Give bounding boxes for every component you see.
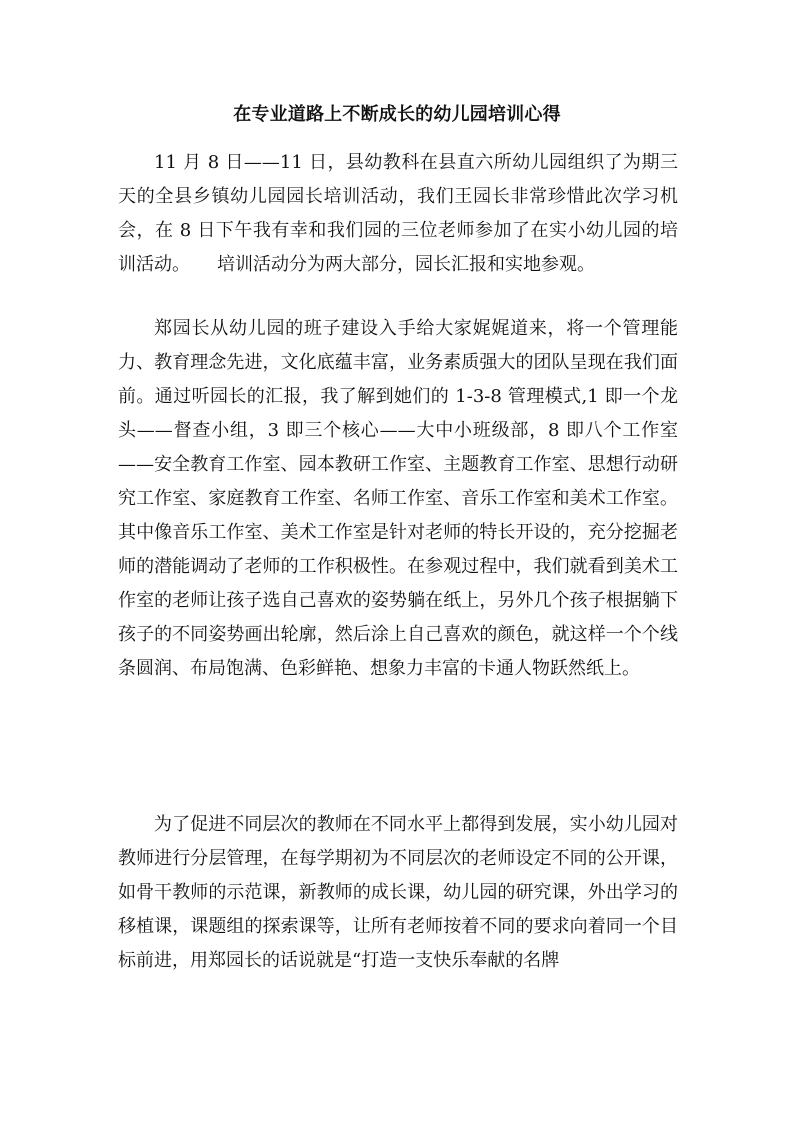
paragraph-1: 11 月 8 日——11 日，县幼教科在县直六所幼儿园组织了为期三天的全县乡镇幼儿园园长培训活动，我们王园长非常珍惜此次学习机会，在 8 日下午我有幸和我们园的三位老师参加了在实小幼儿园的培训活动。 培训活动分为两大部分，园长汇报和实地参观。: [118, 152, 678, 275]
paragraph-3: 为了促进不同层次的教师在不同水平上都得到发展，实小幼儿园对教师进行分层管理，在每学期初为不同层次的老师设定不同的公开课，如骨干教师的示范课，新教师的成长课，幼儿园的研究课，外出学习的移植课，课题组的探索课等，让所有老师按着不同的要求向着同一个目标前进，用郑园长的话说就是“打造一支快乐奉献的名牌: [118, 814, 678, 971]
document-title: 在专业道路上不断成长的幼儿园培训心得: [233, 104, 561, 125]
paragraph-2: 郑园长从幼儿园的班子建设入手给大家娓娓道来，将一个管理能力、教育理念先进，文化底蕴丰富，业务素质强大的团队呈现在我们面前。通过听园长的汇报，我了解到她们的 1-3-8 管理模式,1 即一个龙头——督查小组，3 即三个核心——大中小班级部，8 即八个工作室——安全教育工作室、园本教研工作室、主题教育工作室、思想行动研究工作室、家庭教育工作室、名师工作室、音乐工作室和美术工作室。其中像音乐工作室、美术工作室是针对老师的特长开设的，充分挖掘老师的潜能调动了老师的工作积极性。在参观过程中，我们就看到美术工作室的老师让孩子选自己喜欢的姿势躺在纸上，另外几个孩子根据躺下孩子的不同姿势画出轮廓，然后涂上自己喜欢的颜色，就这样一个个线条圆润、布局饱满、色彩鲜艳、想象力丰富的卡通人物跃然纸上。: [118, 318, 678, 679]
